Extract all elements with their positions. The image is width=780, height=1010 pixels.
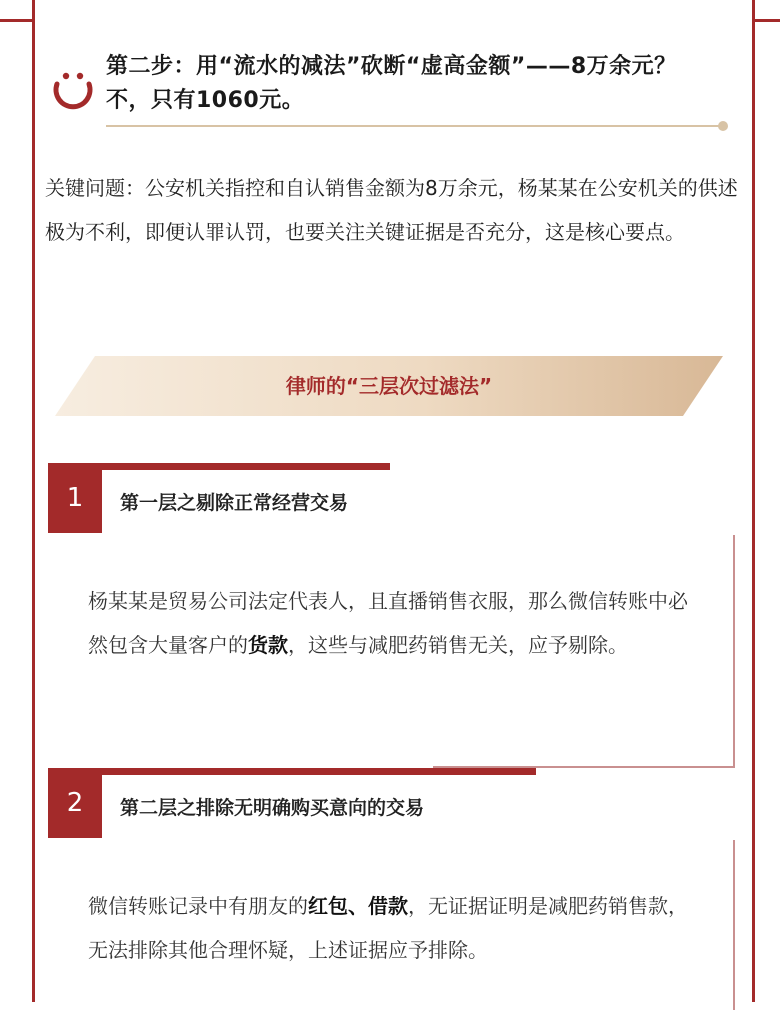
divider-dot [718,121,728,131]
section-divider [106,125,724,127]
step-title [106,50,746,118]
key-issue-paragraph: 关键问题：公安机关指控和自认销售金额为8万余元，杨某某在公安机关的供述极为不利，即便认罪认罚，也要关注关键证据是否充分，这是核心要点。 [45,176,738,244]
layer-body [88,579,698,667]
left-frame-border [0,0,35,1002]
layer-right-border [733,535,735,768]
layer-body-highlight: 货款 [248,633,288,657]
layer-number-badge: 2 [48,768,102,838]
right-frame-border [752,0,780,1002]
layer-body-text-end: ，无证据证明是减肥药销售款，无法排除其他合理怀疑，上述证据应予排除。 [88,894,688,962]
layer-body-text: 微信转账记录中有朋友的 [88,894,308,918]
layer-card-1 [48,463,734,773]
step-title-line2: 不，只有1060元。 [106,88,305,113]
layer-body-highlight: 红包、借款 [308,894,408,918]
layer-body-text-end: ，这些与减肥药销售无关，应予剔除。 [288,633,628,657]
layer-title: 第二层之排除无明确购买意向的交易 [120,797,425,819]
step-title-line1: 第二步：用“流水的减法”砍断“虚高金额”——8万余元？ [106,54,677,79]
layer-top-bar [102,463,390,470]
layer-card-2 [48,768,734,1008]
layer-number-badge: 1 [48,463,102,533]
layer-top-bar [102,768,536,775]
layer-right-border [733,840,735,1010]
banner-title: 律师的“三层次过滤法” [285,374,493,398]
step-icon [52,70,94,112]
layer-title: 第一层之剔除正常经营交易 [120,492,349,514]
layer-body [88,884,698,972]
layer-body-text: 杨某某是贸易公司法定代表人，且直播销售衣服，那么微信转账中必然包含大量客户的 [88,589,688,657]
